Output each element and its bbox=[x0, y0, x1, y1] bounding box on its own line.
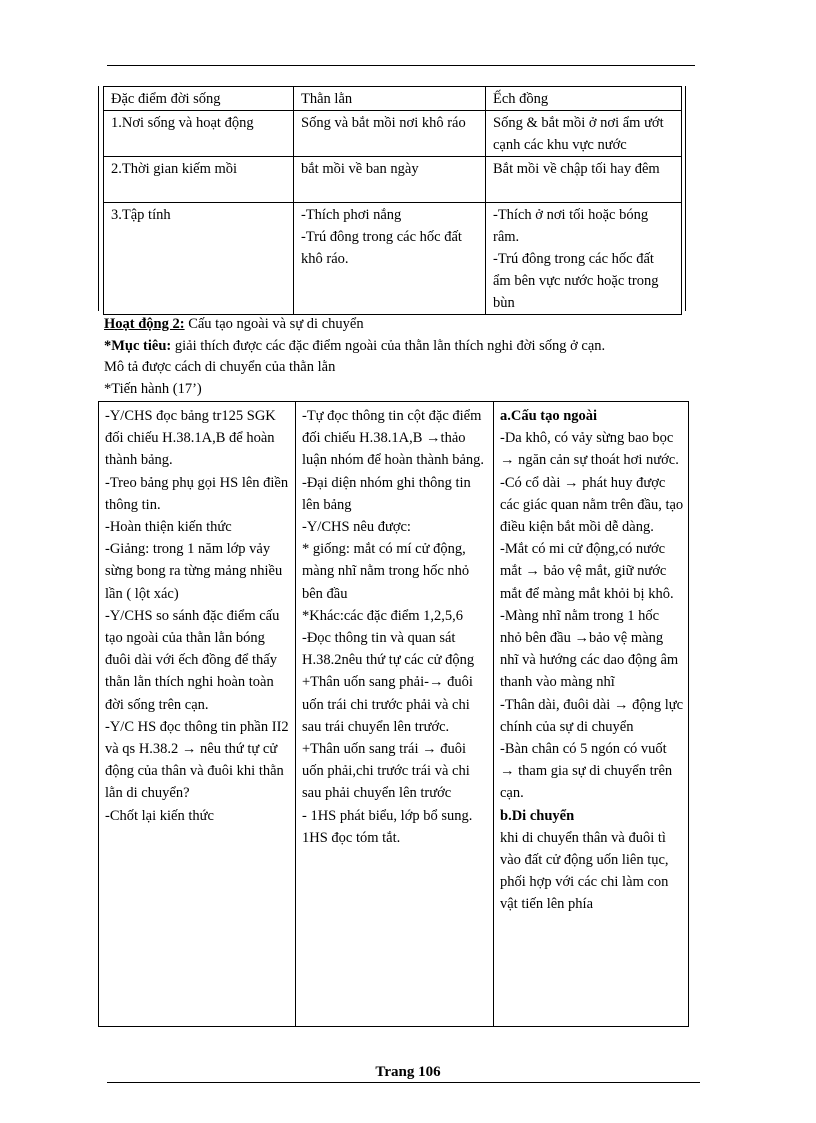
table-row bbox=[104, 157, 682, 203]
header-rule bbox=[107, 65, 695, 66]
table-row bbox=[99, 402, 689, 1027]
activity-table bbox=[98, 401, 689, 1027]
table-cell: Bắt mồi về chập tối hay đêm bbox=[486, 157, 682, 203]
table-cell: -Thích ở nơi tối hoặc bóng râm. -Trú đông trong các hốc đất ẩm bên vực nước hoặc trong bùn bbox=[486, 203, 682, 315]
teacher-activity-cell: -Y/CHS đọc bảng tr125 SGK đối chiếu H.38.1A,B để hoàn thành bảng. -Treo bảng phụ gọi HS lên điền thông tin. -Hoàn thiện kiến thức -Giảng: trong 1 năm lớp vảy sừng bong ra từng mảng nhiều lần ( lột xác) -Y/CHS so sánh đặc điểm cấu tạo ngoài của thằn lằn bóng đuôi dài với ếch đồng để thấy thằn lằn thích nghi hoàn toàn đời sống trên cạn. -Y/C HS đọc thông tin phần II2 và qs H.38.2 → nêu thứ tự cử động của thân và đuôi khi thằn lằn di chuyển? -Chốt lại kiến thức bbox=[99, 402, 296, 1027]
section-text-a: -Da khô, có vảy sừng bao bọc → ngăn cản sự thoát hơi nước. -Có cổ dài → phát huy được các giác quan nằm trên đầu, tạo điều kiện bắt mồi dễ dàng. -Mắt có mi cử động,có nước mắt → bảo vệ mắt, giữ nước mắt để màng mắt khỏi bị khô. -Màng nhĩ nằm trong 1 hốc nhỏ bên đầu →bảo vệ màng nhĩ và hướng các dao động âm thanh vào màng nhĩ -Thân dài, đuôi dài → động lực chính của sự di chuyển -Bàn chân có 5 ngón có vuốt → tham gia sự di chuyển trên cạn. bbox=[500, 430, 684, 802]
table1-outer-right-border bbox=[685, 86, 686, 311]
objective-line-2: Mô tả được cách di chuyển của thằn lằn bbox=[104, 359, 336, 375]
objective-line bbox=[104, 336, 605, 357]
table-cell: 3.Tập tính bbox=[104, 203, 294, 315]
objective-label: *Mục tiêu: bbox=[104, 338, 172, 354]
activity-title bbox=[104, 314, 364, 335]
table-cell: bắt mồi về ban ngày bbox=[294, 157, 486, 203]
student-activity-cell: -Tự đọc thông tin cột đặc điểm đối chiếu H.38.1A,B →thảo luận nhóm để hoàn thành bảng. -Đại diện nhóm ghi thông tin lên bảng -Y/CHS nêu được: * giống: mắt có mí cử động, màng nhĩ nằm trong hốc nhỏ bên đầu *Khác:các đặc điểm 1,2,5,6 -Đọc thông tin và quan sát H.38.2nêu thứ tự các cử động +Thân uốn sang phải-→ đuôi uốn trái chi trước phải và chi sau trái chuyển lên trước. +Thân uốn sang trái → đuôi uốn phải,chi trước trái và chi sau phải chuyển lên trước - 1HS phát biểu, lớp bổ sung. 1HS đọc tóm tắt. bbox=[296, 402, 494, 1027]
section-heading-a: a.Cấu tạo ngoài bbox=[500, 408, 598, 424]
table-cell: Sống & bắt mồi ở nơi ẩm ướt cạnh các khu vực nước bbox=[486, 111, 682, 157]
table-row bbox=[104, 87, 682, 111]
table-cell: -Thích phơi nắng -Trú đông trong các hốc đất khô ráo. bbox=[294, 203, 486, 315]
objective-text: giải thích được các đặc điểm ngoài của thằn lằn thích nghi đời sống ở cạn. bbox=[171, 338, 606, 354]
activity-title-text: Cấu tạo ngoài và sự di chuyển bbox=[184, 316, 364, 332]
table-row bbox=[104, 203, 682, 315]
footer-rule bbox=[107, 1082, 700, 1083]
procedure-line: *Tiến hành (17’) bbox=[104, 381, 202, 397]
activity-title-label: Hoạt động 2: bbox=[104, 316, 185, 332]
table-cell: 2.Thời gian kiếm mồi bbox=[104, 157, 294, 203]
comparison-table bbox=[103, 86, 682, 315]
page-number: Trang 106 bbox=[375, 1064, 441, 1080]
table1-outer-left-border bbox=[98, 86, 99, 311]
table-row bbox=[104, 111, 682, 157]
table-cell: Sống và bắt mồi nơi khô ráo bbox=[294, 111, 486, 157]
content-cell bbox=[494, 402, 689, 1027]
table-header-cell: Ếch đồng bbox=[486, 87, 682, 111]
table-header-cell: Đặc điểm đời sống bbox=[104, 87, 294, 111]
table-header-cell: Thằn lằn bbox=[294, 87, 486, 111]
table-cell: 1.Nơi sống và hoạt động bbox=[104, 111, 294, 157]
section-text-b: khi di chuyển thân và đuôi tì vào đất cử động uốn liên tục, phối hợp với các chi làm con vật tiến lên phía bbox=[500, 829, 669, 913]
section-heading-b: b.Di chuyển bbox=[500, 807, 575, 824]
